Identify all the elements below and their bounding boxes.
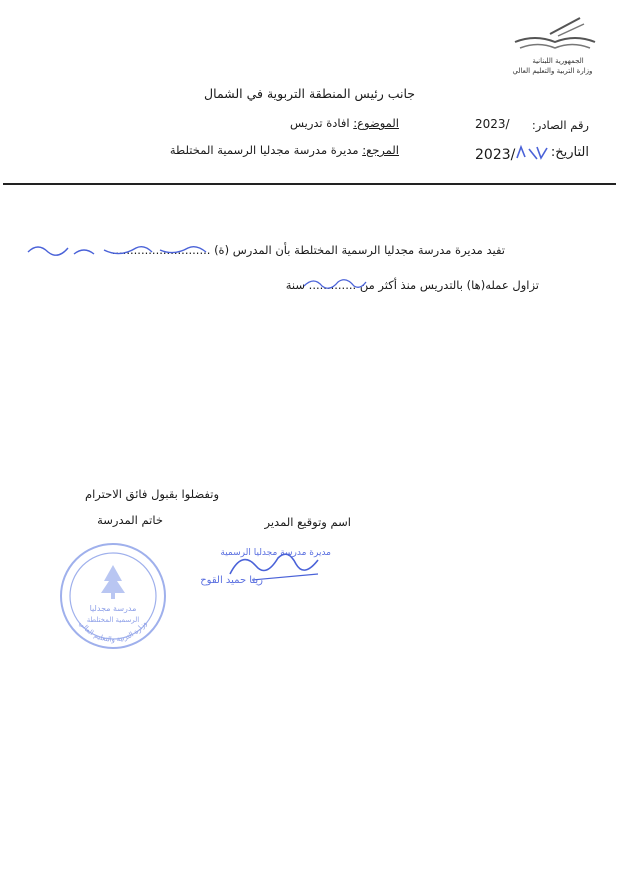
date-label: التاريخ: xyxy=(550,145,589,160)
subject-value: افادة تدريس xyxy=(289,116,350,130)
seal-line-1: مدرسة مجدليا xyxy=(89,604,137,613)
closing-line: وتفضلوا بقبول فائق الاحترام xyxy=(84,487,219,501)
handwritten-years-icon xyxy=(300,274,370,294)
ministry-logo-icon xyxy=(510,12,600,54)
subject-label: الموضوع: xyxy=(353,116,399,130)
date-value-row xyxy=(475,144,551,163)
letterhead-country: الجمهورية اللبنانية xyxy=(532,57,584,65)
issue-label: رقم الصادر: xyxy=(531,118,589,132)
reference-row xyxy=(170,143,399,157)
body-line-1: تفيد مديرة مدرسة مجدليا الرسمية المختلطة بأن المدرس (ة) ........................... xyxy=(111,243,505,257)
school-seal-icon xyxy=(58,541,168,651)
seal-ring-text: وزارة التربية والتعليم العالي xyxy=(77,619,149,644)
seal-line-2: الرسمية المختلطة xyxy=(86,616,140,624)
addressee: جانب رئيس المنطقة التربوية في الشمال xyxy=(204,86,415,101)
director-label: اسم وتوقيع المدير xyxy=(264,515,351,529)
director-signature-icon xyxy=(222,544,332,588)
header-divider xyxy=(3,183,616,185)
stamp-line-1: مديرة مدرسة مجدليا الرسمية xyxy=(220,548,331,558)
school-stamp-label: خاتم المدرسة xyxy=(97,513,163,527)
handwritten-teacher-name-icon xyxy=(24,238,214,264)
handwritten-date-icon xyxy=(515,144,551,162)
reference-label: المرجع: xyxy=(362,143,399,157)
subject-row xyxy=(290,116,399,130)
issue-number: 2023/ xyxy=(475,117,510,131)
letterhead-ministry: وزارة التربية والتعليم العالي xyxy=(512,67,593,75)
stamp-line-2: ريتا حميد القوح xyxy=(200,575,263,586)
body-line-2: تزاول عمله(ها) بالتدريس منذ أكثر من ............. سنة xyxy=(285,278,539,292)
date-year: 2023/ xyxy=(475,147,516,163)
reference-value: مديرة مدرسة مجدليا الرسمية المختلطة xyxy=(169,143,359,157)
